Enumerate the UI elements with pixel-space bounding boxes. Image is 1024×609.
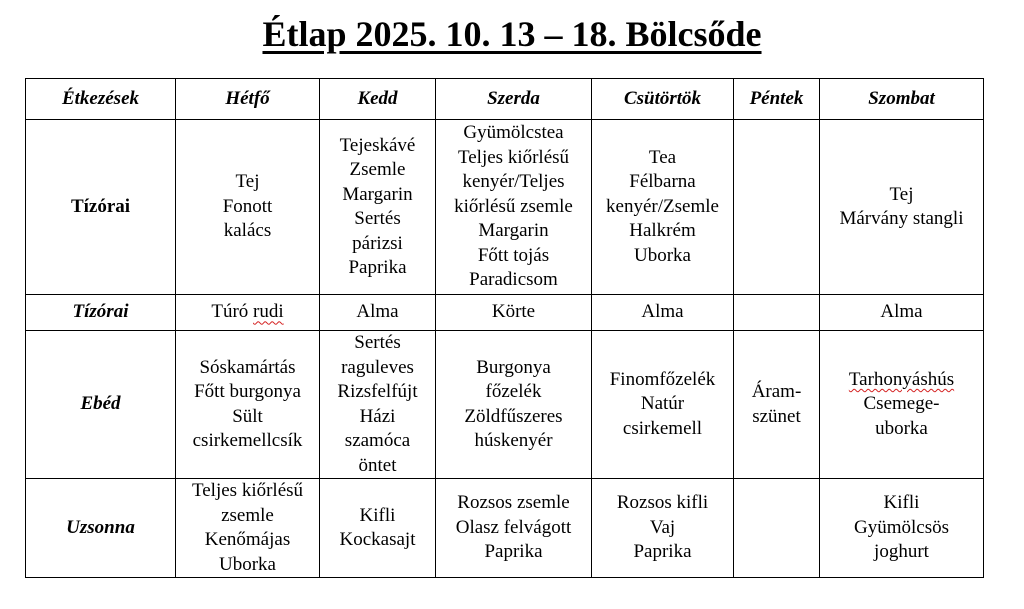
menu-cell-thursday [592,479,734,578]
row-label: Tízórai [26,120,176,295]
menu-item: Kenőmájas [204,529,291,550]
menu-item: szamóca [344,430,411,451]
menu-item: Fonott [222,195,273,217]
menu-item: Áram- [751,381,802,402]
menu-item: Uborka [219,553,276,575]
menu-item: Tarhonyáshús [848,368,955,390]
menu-cell-tuesday [320,295,436,331]
table-row [26,331,984,479]
menu-item: Tea [648,146,677,168]
menu-item: joghurt [874,541,929,563]
menu-item: Alma [641,301,684,323]
menu-cell-wednesday [436,479,592,578]
menu-item: Csemege- [863,393,940,415]
menu-item: Gyümölcstea [463,122,564,144]
menu-item: Finomfőzelék [609,368,716,390]
menu-item: Túró rudi [211,301,284,323]
menu-item: húskenyér [474,430,553,451]
menu-item: Margarin [478,220,549,242]
menu-item: Főtt burgonya [194,381,301,402]
table-row [26,479,984,578]
menu-item: Zöldfűszeres [464,405,563,427]
menu-item: Rozsos zsemle [457,492,570,514]
column-header-meals: Étkezések [26,79,176,120]
menu-item: Zsemle [349,159,406,180]
menu-cell-thursday [592,120,734,295]
table-row [26,120,984,295]
menu-item: Burgonya [476,356,551,378]
menu-item: kenyér/Teljes [462,171,565,193]
menu-cell-saturday [820,331,984,479]
menu-cell-monday [176,331,320,479]
page-title [0,12,1024,56]
table-row [26,295,984,331]
menu-cell-tuesday [320,120,436,295]
column-header-monday: Hétfő [176,79,320,120]
menu-item: öntet [358,454,397,476]
menu-item: Olasz felvágott [455,516,572,538]
menu-cell-friday [734,479,820,578]
menu-item: zsemle [221,504,274,526]
menu-item: Halkrém [629,220,696,242]
menu-item: Házi [359,405,396,427]
menu-cell-tuesday [320,331,436,479]
row-label: Tízórai [26,295,176,331]
menu-item: Vaj [649,516,676,538]
menu-item: Alma [880,301,923,323]
menu-cell-monday [176,120,320,295]
menu-cell-tuesday [320,479,436,578]
menu-item: Paprika [484,541,543,563]
menu-item: Márvány stangli [839,208,964,229]
menu-item: főzelék [485,381,542,402]
menu-item: Kifli [359,504,396,526]
menu-cell-saturday [820,295,984,331]
menu-item: kalács [223,220,272,242]
row-label: Uzsonna [26,479,176,578]
menu-cell-friday [734,331,820,479]
menu-item: Teljes kiőrlésű [457,146,570,168]
menu-item: Alma [356,301,399,323]
menu-cell-thursday [592,295,734,331]
menu-item: Sertés [354,332,401,353]
menu-item: Gyümölcsös [854,516,949,538]
menu-item: Kifli [883,492,920,514]
menu-cell-saturday [820,120,984,295]
menu-item: csirkemellcsík [192,430,303,451]
menu-cell-wednesday [436,295,592,331]
menu-item: kenyér/Zsemle [606,195,719,217]
menu-cell-wednesday [436,331,592,479]
menu-cell-wednesday [436,120,592,295]
menu-item: Rozsos kifli [616,492,709,514]
menu-cell-thursday [592,331,734,479]
menu-item: Uborka [634,244,691,266]
menu-table [25,78,984,578]
menu-cell-friday [734,295,820,331]
menu-item: Főtt tojás [477,244,550,266]
menu-item: Tejeskávé [339,134,416,156]
column-header-friday: Péntek [734,79,820,120]
menu-item: szünet [752,405,801,427]
menu-item: Paprika [633,541,692,563]
menu-item: Körte [491,301,536,323]
menu-item: Paprika [348,257,407,278]
menu-item: Tej [889,183,914,205]
row-label: Ebéd [26,331,176,479]
menu-item: Natúr [640,393,685,415]
menu-cell-monday [176,295,320,331]
menu-item: raguleves [341,356,414,378]
menu-item: Tej [235,171,260,193]
menu-item: Sült [232,405,263,427]
menu-item: Kockasajt [339,529,416,550]
menu-item: uborka [875,417,928,439]
menu-item: Paradicsom [469,269,558,291]
menu-item: párizsi [352,232,403,254]
page-title-text: Étlap 2025. 10. 13 – 18. Bölcsőde [262,14,762,54]
menu-cell-monday [176,479,320,578]
menu-item: csirkemell [622,417,703,439]
menu-cell-friday [734,120,820,295]
menu-item: Margarin [342,183,413,205]
column-header-tuesday: Kedd [320,79,436,120]
menu-item: Sertés [354,208,401,229]
column-header-saturday: Szombat [820,79,984,120]
column-header-thursday: Csütörtök [592,79,734,120]
menu-item: Félbarna [629,171,696,193]
menu-item: kiőrlésű zsemle [454,195,573,217]
menu-item: Sóskamártás [199,356,296,378]
menu-cell-saturday [820,479,984,578]
column-header-wednesday: Szerda [436,79,592,120]
menu-item: Rizsfelfújt [337,381,418,402]
menu-item: Teljes kiőrlésű [191,480,304,501]
header-row [26,79,984,120]
